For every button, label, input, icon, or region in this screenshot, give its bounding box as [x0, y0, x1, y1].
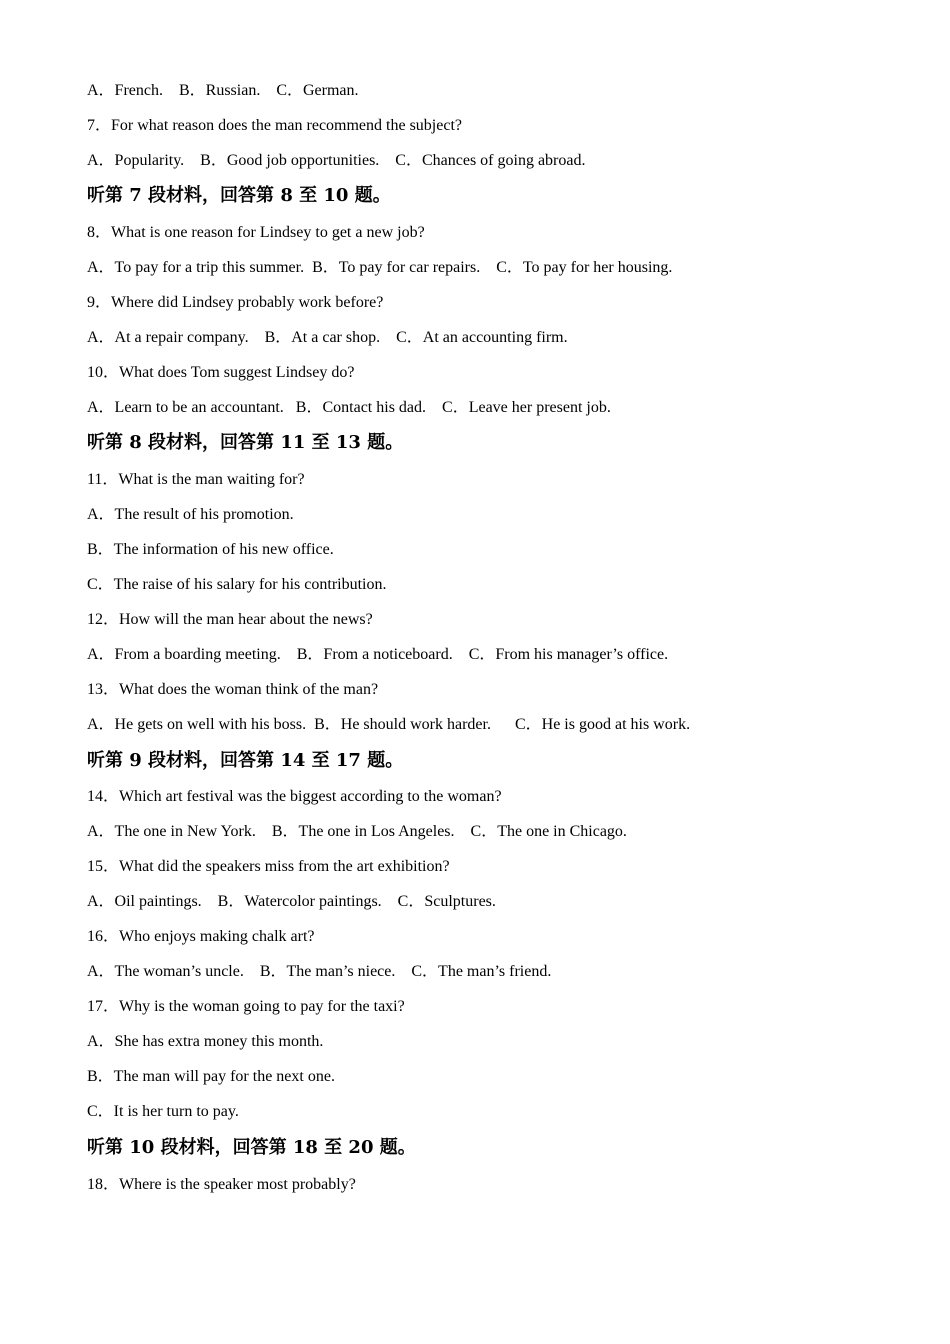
- question-12: 12．How will the man hear about the news?: [87, 611, 373, 628]
- option-line: C．The raise of his salary for his contribution.: [87, 576, 387, 593]
- question-16: 16．Who enjoys making chalk art?: [87, 928, 315, 945]
- option-line: A．The woman’s uncle. B．The man’s niece. C．The man’s friend.: [87, 963, 552, 980]
- option-line: A．The result of his promotion.: [87, 506, 294, 523]
- option-line: A．She has extra money this month.: [87, 1033, 324, 1050]
- option-line: A．Popularity. B．Good job opportunities. C．Chances of going abroad.: [87, 152, 586, 169]
- option-line: C．It is her turn to pay.: [87, 1103, 239, 1120]
- option-line: A．At a repair company. B．At a car shop. C．At an accounting firm.: [87, 329, 568, 346]
- option-line: A．To pay for a trip this summer. B．To pay for car repairs. C．To pay for her housing.: [87, 259, 673, 276]
- option-line: A．Learn to be an accountant. B．Contact his dad. C．Leave her present job.: [87, 399, 611, 416]
- question-18: 18．Where is the speaker most probably?: [87, 1176, 356, 1193]
- section-heading: 听第 7 段材料，回答第 8 至 10 题。: [87, 185, 391, 206]
- question-7: 7．For what reason does the man recommend the subject?: [87, 117, 463, 134]
- section-heading: 听第 9 段材料，回答第 14 至 17 题。: [87, 750, 404, 771]
- question-14: 14．Which art festival was the biggest according to the woman?: [87, 788, 502, 805]
- question-13: 13．What does the woman think of the man?: [87, 681, 379, 698]
- question-8: 8．What is one reason for Lindsey to get a new job?: [87, 224, 425, 241]
- option-line: A．French. B．Russian. C．German.: [87, 82, 359, 99]
- question-11: 11．What is the man waiting for?: [87, 471, 305, 488]
- section-heading: 听第 10 段材料，回答第 18 至 20 题。: [87, 1137, 416, 1158]
- option-line: B．The information of his new office.: [87, 541, 334, 558]
- option-line: B．The man will pay for the next one.: [87, 1068, 335, 1085]
- option-line: A．The one in New York. B．The one in Los Angeles. C．The one in Chicago.: [87, 823, 627, 840]
- question-10: 10．What does Tom suggest Lindsey do?: [87, 364, 355, 381]
- option-line: A．From a boarding meeting. B．From a noticeboard. C．From his manager’s office.: [87, 646, 669, 663]
- question-17: 17．Why is the woman going to pay for the taxi?: [87, 998, 405, 1015]
- section-heading: 听第 8 段材料，回答第 11 至 13 题。: [87, 432, 404, 453]
- option-line: A．Oil paintings. B．Watercolor paintings. C．Sculptures.: [87, 893, 496, 910]
- question-9: 9．Where did Lindsey probably work before?: [87, 294, 384, 311]
- question-15: 15．What did the speakers miss from the art exhibition?: [87, 858, 450, 875]
- option-line: A．He gets on well with his boss. B．He should work harder. C．He is good at his work.: [87, 716, 691, 733]
